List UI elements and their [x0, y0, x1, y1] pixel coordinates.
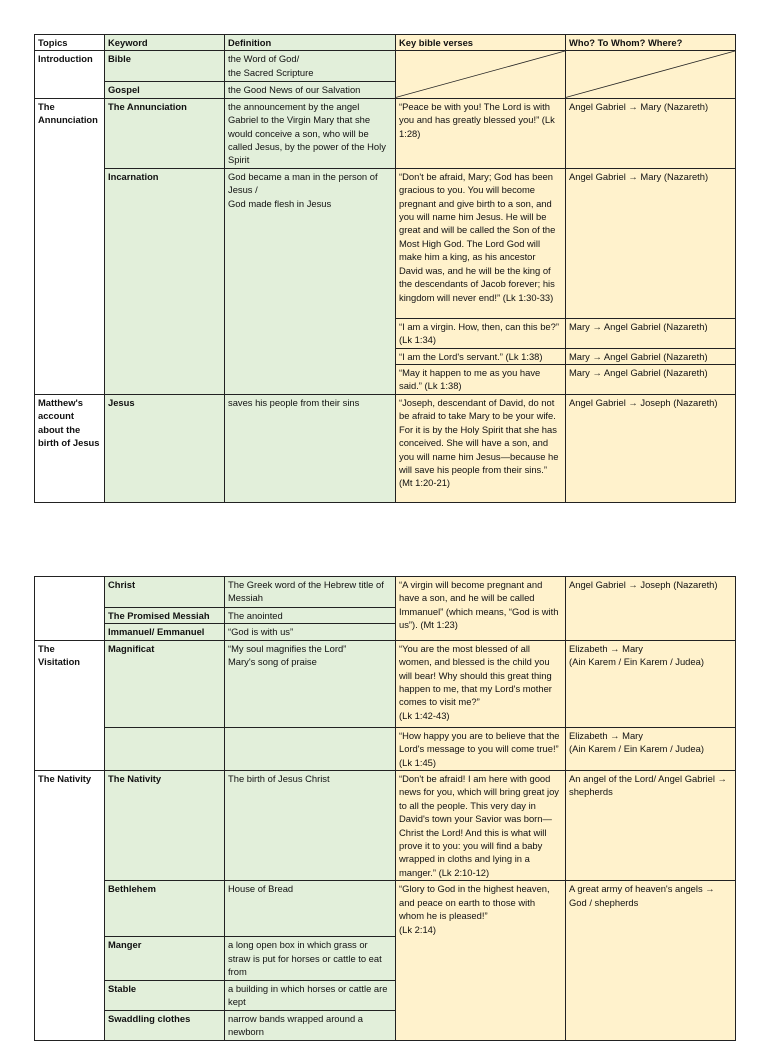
keyword-immanuel: Immanuel/ Emmanuel [105, 624, 225, 640]
who-bethlehem: A great army of heaven's angels → God / shepherds [566, 881, 736, 1040]
definition-manger: a long open box in which grass or straw is put for horses or cattle to eat from [225, 937, 396, 980]
keyword-manger: Manger [105, 937, 225, 980]
header-row [35, 35, 736, 51]
keyword-gospel: Gospel [105, 82, 225, 98]
definition-swaddling: narrow bands wrapped around a newborn [225, 1010, 396, 1040]
who-incarnation-2: Mary → Angel Gabriel (Nazareth) [566, 318, 736, 348]
definition-magnificat: “My soul magnifies the Lord” Mary's song of praise [225, 640, 396, 727]
who-visitation-1: Elizabeth → Mary (Ain Karem / Ein Karem / Judea) [566, 640, 736, 727]
who-incarnation-1: Angel Gabriel → Mary (Nazareth) [566, 168, 736, 318]
definition-empty [225, 727, 396, 770]
table-2 [34, 576, 736, 1041]
who-incarnation-3: Mary → Angel Gabriel (Nazareth) [566, 348, 736, 364]
keyword-christ: Christ [105, 577, 225, 608]
who-jesus: Angel Gabriel → Joseph (Nazareth) [566, 394, 736, 502]
header-topics: Topics [35, 35, 105, 51]
keyword-jesus: Jesus [105, 394, 225, 502]
definition-bethlehem: House of Bread [225, 881, 396, 937]
verse-incarnation-3: “I am the Lord's servant.” (Lk 1:38) [396, 348, 566, 364]
empty-who-cell [566, 51, 736, 98]
verse-christ: “A virgin will become pregnant and have a son, and he will be called Immanuel” (which means, “God is with us”). (Mt 1:23) [396, 577, 566, 641]
definition-gospel: the Good News of our Salvation [225, 82, 396, 98]
header-definition: Definition [225, 35, 396, 51]
definition-nativity: The birth of Jesus Christ [225, 771, 396, 881]
topic-introduction: Introduction [35, 51, 105, 98]
topic-nativity: The Nativity [35, 771, 105, 1040]
table-row [35, 168, 736, 318]
topic-annunciation: The Annunciation [35, 98, 105, 394]
diagonal-line [566, 51, 735, 97]
keyword-annunciation: The Annunciation [105, 98, 225, 168]
verse-incarnation-2: “I am a virgin. How, then, can this be?” (Lk 1:34) [396, 318, 566, 348]
header-key-verses: Key bible verses [396, 35, 566, 51]
verse-bethlehem: “Glory to God in the highest heaven, and peace on earth to those with whom he is pleased!” (Lk 2:14) [396, 881, 566, 1040]
keyword-magnificat: Magnificat [105, 640, 225, 727]
topic-visitation: The Visitation [35, 640, 105, 770]
who-incarnation-4: Mary → Angel Gabriel (Nazareth) [566, 365, 736, 395]
definition-annunciation: the announcement by the angel Gabriel to the Virgin Mary that she would conceive a son, who will be called Jesus, by the power of the Holy Spirit [225, 98, 396, 168]
table-row [35, 881, 736, 937]
definition-immanuel: “God is with us” [225, 624, 396, 640]
definition-bible: the Word of God/ the Sacred Scripture [225, 51, 396, 82]
definition-stable: a building in which horses or cattle are kept [225, 980, 396, 1010]
header-who: Who? To Whom? Where? [566, 35, 736, 51]
table-row [35, 640, 736, 727]
table-row [35, 577, 736, 608]
table-row [35, 771, 736, 881]
keyword-swaddling: Swaddling clothes [105, 1010, 225, 1040]
verse-nativity: “Don't be afraid! I am here with good news for you, which will bring great joy to all the people. This very day in David's town your Savior was born—Christ the Lord! And this is what will prove it to you: you will find a baby wrapped in cloths and lying in a manger.” (Lk 2:10-12) [396, 771, 566, 881]
topic-empty [35, 577, 105, 641]
empty-verse-cell [396, 51, 566, 98]
keyword-bible: Bible [105, 51, 225, 82]
keyword-stable: Stable [105, 980, 225, 1010]
verse-jesus: “Joseph, descendant of David, do not be afraid to take Mary to be your wife. For it is by the Holy Spirit that she has conceived. She will have a son, and you will name him Jesus—because he will save his people from their sins.” (Mt 1:20-21) [396, 394, 566, 502]
table-row [35, 98, 736, 168]
header-keyword: Keyword [105, 35, 225, 51]
verse-incarnation-1: “Don't be afraid, Mary; God has been gracious to you. You will become pregnant and give birth to a son, and you will name him Jesus. He will be great and will be called the Son of the Most High God. The Lord God will make him a king, as his ancestor David was, and he will be the king of the descendants of Jacob forever; his kingdom will never end!” (Lk 1:30-33) [396, 168, 566, 318]
topic-matthew: Matthew's account about the birth of Jesus [35, 394, 105, 502]
table-row [35, 51, 736, 82]
table-1 [34, 34, 736, 503]
keyword-incarnation: Incarnation [105, 168, 225, 394]
keyword-nativity: The Nativity [105, 771, 225, 881]
verse-visitation-1: “You are the most blessed of all women, and blessed is the child you will bear! Why should this great thing happen to me, that my Lord's mother comes to visit me?” (Lk 1:42-43) [396, 640, 566, 727]
table-row [35, 727, 736, 770]
definition-messiah: The anointed [225, 608, 396, 624]
who-visitation-2: Elizabeth → Mary (Ain Karem / Ein Karem / Judea) [566, 727, 736, 770]
definition-jesus: saves his people from their sins [225, 394, 396, 502]
who-nativity: An angel of the Lord/ Angel Gabriel → shepherds [566, 771, 736, 881]
verse-incarnation-4: “May it happen to me as you have said.” (Lk 1:38) [396, 365, 566, 395]
verse-annunciation: “Peace be with you! The Lord is with you and has greatly blessed you!” (Lk 1:28) [396, 98, 566, 168]
who-christ: Angel Gabriel → Joseph (Nazareth) [566, 577, 736, 641]
who-annunciation: Angel Gabriel → Mary (Nazareth) [566, 98, 736, 168]
definition-christ: The Greek word of the Hebrew title of Messiah [225, 577, 396, 608]
table-row [35, 394, 736, 502]
diagonal-line [396, 51, 565, 97]
definition-incarnation: God became a man in the person of Jesus / God made flesh in Jesus [225, 168, 396, 394]
keyword-bethlehem: Bethlehem [105, 881, 225, 937]
keyword-empty [105, 727, 225, 770]
verse-visitation-2: “How happy you are to believe that the Lord's message to you will come true!” (Lk 1:45) [396, 727, 566, 770]
keyword-messiah: The Promised Messiah [105, 608, 225, 624]
